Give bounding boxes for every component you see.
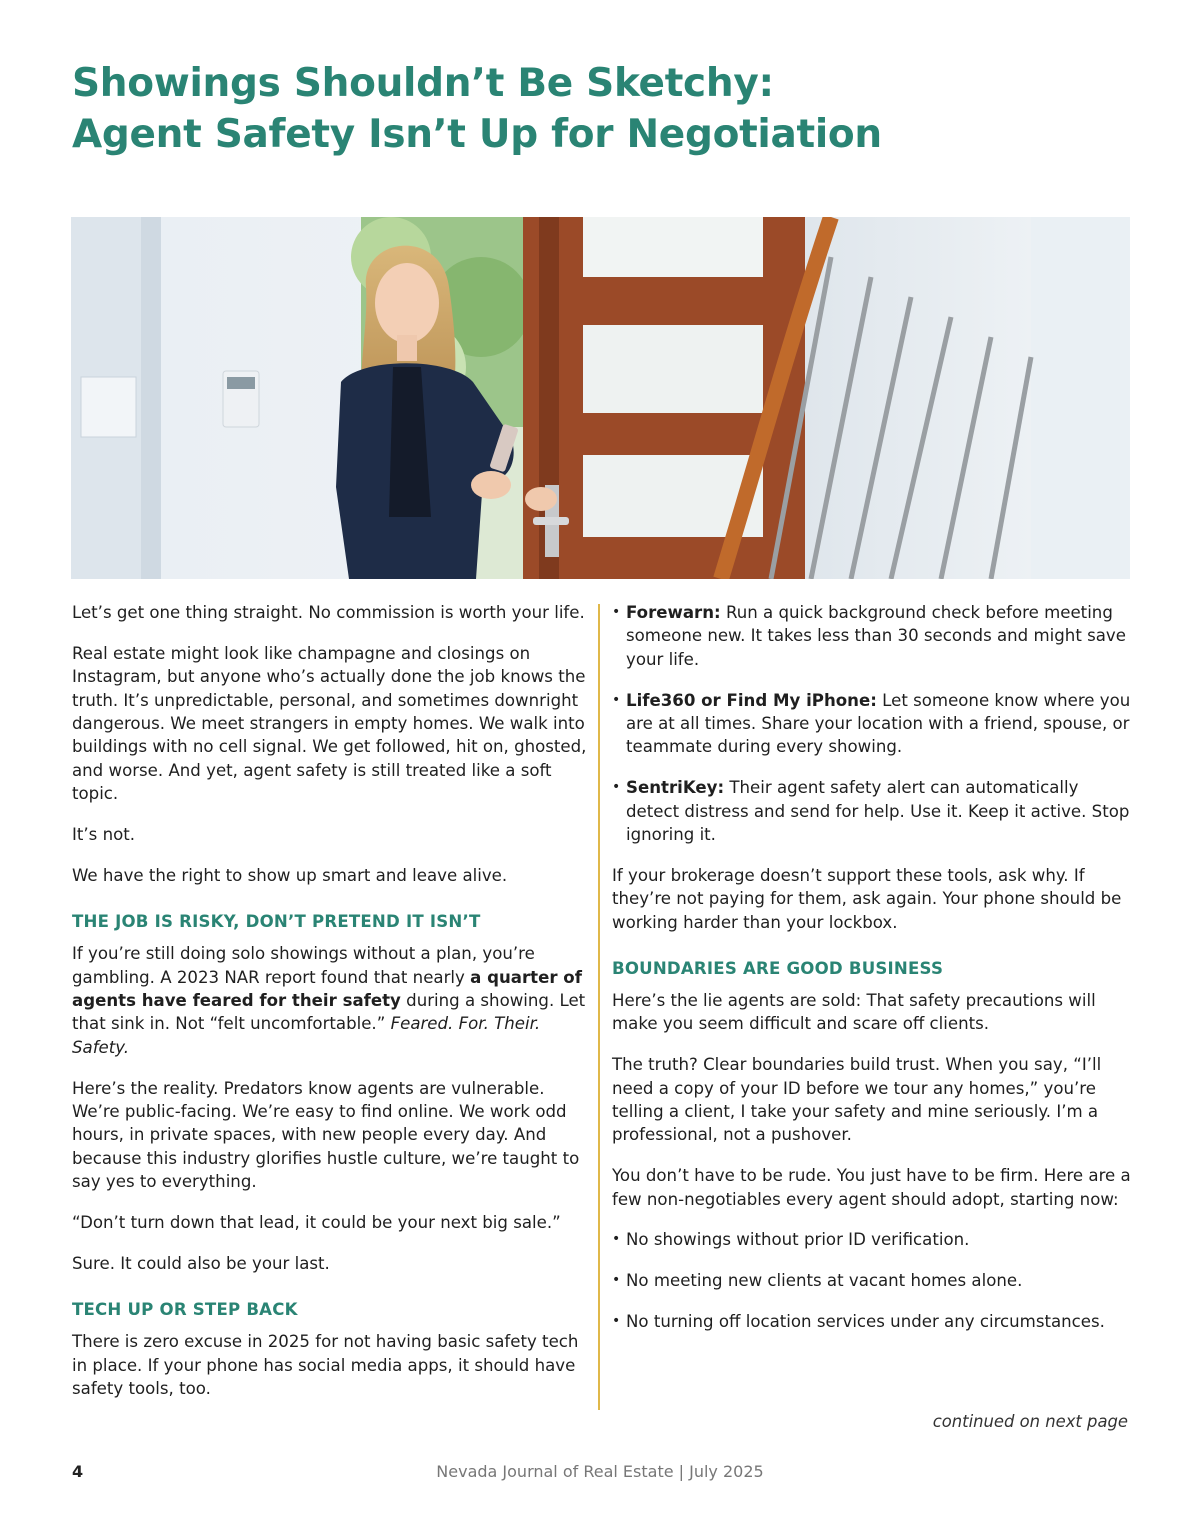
tool-name: SentriKey: xyxy=(626,778,725,798)
quote-paragraph: “Don’t turn down that lead, it could be your next big sale.” xyxy=(72,1213,561,1233)
section-heading: BOUNDARIES ARE GOOD BUSINESS xyxy=(612,959,944,979)
section-heading: THE JOB IS RISKY, DON’T PRETEND IT ISN’T xyxy=(72,912,481,932)
list-item: • No showings without prior ID verification. xyxy=(612,1228,1134,1251)
body-paragraph: The truth? Clear boundaries build trust. When you say, “I’ll need a copy of your ID before we tour any homes,” you’re telling a client, I take your safety and mine seriously. I’m a professional, not a pushover. xyxy=(612,1055,1102,1145)
title-line-2: Agent Safety Isn’t Up for Negotiation xyxy=(72,112,882,157)
bold-text: a quarter of agents have feared for their safety xyxy=(72,967,582,1011)
list-item xyxy=(612,601,1134,671)
body-paragraph: It’s not. xyxy=(72,825,136,845)
intro-paragraph: Let’s get one thing straight. No commission is worth your life. xyxy=(72,603,585,622)
list-item xyxy=(612,776,1134,846)
list-item: • No turning off location services under any circumstances. xyxy=(612,1310,1134,1333)
photo-agent-opening-door-icon xyxy=(71,217,1130,579)
body-paragraph: We have the right to show up smart and leave alive. xyxy=(72,865,508,885)
page-number: 4 xyxy=(72,1462,84,1481)
column-divider xyxy=(598,604,600,1410)
tool-description: Run a quick background check before meeting someone new. It takes less than 30 seconds and might save your life. xyxy=(626,603,1126,669)
rules-list xyxy=(612,1228,1134,1333)
tool-description: Let someone know where you are at all times. Share your location with a friend, spouse, or teammate during every showing. xyxy=(626,690,1131,757)
tools-list xyxy=(612,601,1134,846)
list-item: • No meeting new clients at vacant homes alone. xyxy=(612,1269,1134,1292)
tool-name: Forewarn: xyxy=(626,603,721,622)
body-paragraph: Here’s the lie agents are sold: That safety precautions will make you seem difficult and scare off clients. xyxy=(612,991,1096,1034)
body-paragraph: There is zero excuse in 2025 for not having basic safety tech in place. If your phone has social media apps, it should have safety tools, too. xyxy=(72,1332,579,1399)
body-paragraph: Real estate might look like champagne and closings on Instagram, but anyone who’s actually done the job knows the truth. It’s unpredictable, personal, and sometimes downright dangerous. We meet strangers in empty homes. We walk into buildings with no cell signal. We get followed, hit on, ghosted, and worse. And yet, agent safety is still treated like a soft topic. xyxy=(72,643,587,804)
section-heading: TECH UP OR STEP BACK xyxy=(72,1300,298,1320)
tool-name: Life360 or Find My iPhone: xyxy=(626,690,877,710)
italic-text: Feared. For. Their. Safety. xyxy=(72,1014,541,1057)
right-column xyxy=(612,601,1134,1351)
body-paragraph xyxy=(72,942,588,1059)
left-column xyxy=(72,601,588,1418)
publication-footer: Nevada Journal of Real Estate | July 2025 xyxy=(436,1462,764,1481)
body-paragraph: Here’s the reality. Predators know agents are vulnerable. We’re public-facing. We’re easy to find online. We work odd hours, in private spaces, with new people every day. And because this industry glorifies hustle culture, we’re taught to say yes to everything. xyxy=(72,1078,580,1192)
body-paragraph: If your brokerage doesn’t support these tools, ask why. If they’re not paying for them, ask again. Your phone should be working harder than your lockbox. xyxy=(612,865,1122,932)
tool-description: Their agent safety alert can automatically detect distress and send for help. Use it. Keep it active. Stop ignoring it. xyxy=(626,778,1130,845)
body-paragraph: You don’t have to be rude. You just have to be firm. Here are a few non-negotiables every agent should adopt, starting now: xyxy=(612,1166,1131,1209)
hero-photo xyxy=(71,217,1130,579)
text-segment: If you’re still doing solo showings without a plan, you’re gambling. A 2023 NAR report found that nearly xyxy=(72,944,535,987)
article-title xyxy=(72,58,1132,160)
body-paragraph: Sure. It could also be your last. xyxy=(72,1253,330,1273)
title-line-1: Showings Shouldn’t Be Sketchy: xyxy=(72,61,774,106)
continued-note: continued on next page xyxy=(932,1412,1128,1431)
text-segment: during a showing. Let that sink in. Not “felt uncomfortable.” xyxy=(72,991,586,1034)
list-item xyxy=(612,689,1134,759)
